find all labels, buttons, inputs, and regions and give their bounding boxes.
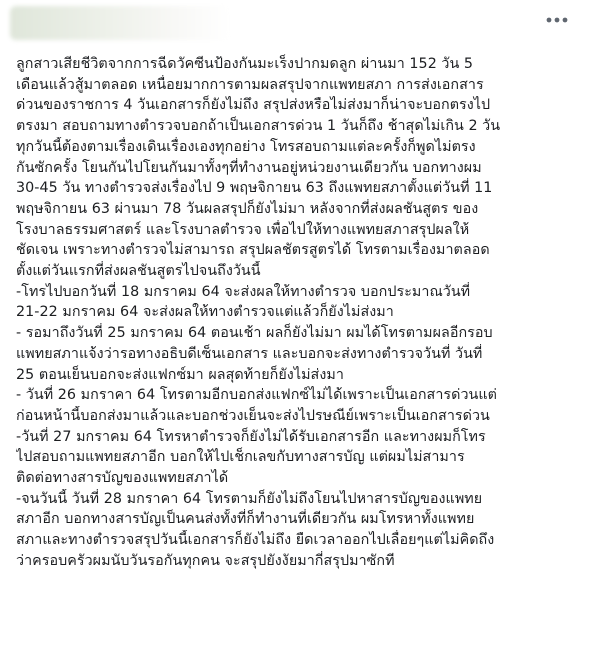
more-options-button[interactable] — [541, 8, 573, 32]
post-line: ว่าครอบครัวผมนับวันรอกันทุกคน จะสรุปยังงัยมากี่สรุปมาซักที — [16, 552, 395, 569]
post-header — [0, 0, 589, 50]
post-line: - วันที่ 26 มกราคา 64 โทรตามอีกบอกส่งแฟกซ์ไม่ได้เพราะเป็นเอกสารด่วนแต่ — [16, 387, 497, 404]
post-line: ชัดเจน เพราะทางตำรวจไม่สามารถ สรุปผลชัตรสูตรได้ โทรตามเรื่องมาตลอด — [16, 242, 490, 259]
post-line: ก่อนหน้านี้บอกส่งมาแล้วและบอกช่วงเย็นจะส่งไปรษณีย์เพราะเป็นเอกสารด่วน — [16, 407, 490, 424]
post-line: ตั้งแต่วันแรกที่ส่งผลชันสูตรไปจนถึงวันนี้ — [16, 263, 261, 280]
post-line: เดือนแล้วสู้มาตลอด เหนื่อยมากการตามผลสรุปจากแพทยสภา การส่งเอกสาร — [16, 76, 484, 93]
post-line: 21-22 มกราคม 64 จะส่งผลให้ทางตำรวจแต่แล้วก็ยังไม่ส่งมา — [16, 304, 394, 321]
post-line: โรงบาลธรรมศาสตร์ และโรงบาลตำรวจ เพื่อไปให้ทางแพทยสภาสรุปผลให้ — [16, 221, 470, 238]
post-line: 25 ตอนเย็นบอกจะส่งแฟกซ์มา ผลสุดท้ายก็ยังไม่ส่งมา — [16, 366, 344, 383]
post-line: ตรงมา สอบถามทางตำรวจบอกถ้าเป็นเอกสารด่วน 1 วันก็ถึง ช้าสุดไม่เกิน 2 วัน — [16, 118, 501, 135]
post-line: 30-45 วัน ทางตำรวจส่งเรื่องไป 9 พฤษจิกายน 63 ถึงแพทยสภาตั้งแต่วันที่ 11 — [16, 180, 493, 197]
post-line: ด่วนของราชการ 4 วันเอกสารก็ยังไม่ถึง สรุปส่งหรือไม่ส่งมาก็น่าจะบอกตรงไป — [16, 97, 491, 114]
post-line: กันซักครั้ง โยนกันไปโยนกันมาทั้งๆที่ทำงานอยู่หน่วยงานเดียวกัน บอกทางผม — [16, 159, 482, 176]
post-line: -โทรไปบอกวันที่ 18 มกราคม 64 จะส่งผลให้ทางตำรวจ บอกประมาณวันที่ — [16, 283, 471, 300]
post-line: ไปสอบถามแพทยสภาอีก บอกให้ไปเช็กเลขกับทางสารบัญ แต่ผมไม่สามาร — [16, 449, 465, 466]
more-horizontal-icon — [546, 17, 568, 23]
post-line: แพทยสภาแจ้งว่ารอทางอธิบดีเซ็นเอกสาร และบอกจะส่งทางตำรวจวันที่ วันที่ — [16, 345, 483, 362]
post-line: ติดต่อทางสารบัญของแพทยสภาได้ — [16, 470, 229, 487]
post-line: ลูกสาวเสียชีวิตจากการฉีดวัคซีนป้องกันมะเร็งปากมดลูก ผ่านมา 152 วัน 5 — [16, 56, 474, 72]
post-line: -จนวันนี้ วันที่ 28 มกราคา 64 โทรตามก็ยังไม่ถึงโยนไปหาสารบัญของแพทย — [16, 490, 483, 507]
post-line: สภาอีก บอกทางสารบัญเป็นคนส่งทั้งที่ก็ทำงานที่เดียวกัน ผมโทรหาทั้งแพทย — [16, 511, 475, 528]
post-line: - รอมาถึงวันที่ 25 มกราคม 64 ตอนเช้า ผลก็ยังไม่มา ผมได้โทรตามผลอีกรอบ — [16, 325, 493, 342]
post-line: พฤษจิกายน 63 ผ่านมา 78 วันผลสรุปก็ยังไม่มา หลังจากที่ส่งผลชันสูตร ของ — [16, 200, 479, 217]
post-line: สภาและทางตำรวจสรุปวันนี้เอกสารก็ยังไม่ถึง ยืดเวลาออกไปเลื่อยๆแต่ไม่คิดถึง — [16, 532, 495, 549]
post-body-text — [16, 54, 582, 660]
post-line: -วันที่ 27 มกราคม 64 โทรหาตำรวจก็ยังไม่ได้รับเอกสารอีก และทางผมก็โทร — [16, 428, 486, 445]
blurred-author-info — [10, 6, 230, 40]
post-line: ทุกวันนี้ต้องตามเรื่องเดินเรื่องเองทุกอย่าง โทรสอบถามแต่ละครั้งก็พูดไม่ตรง — [16, 138, 476, 155]
